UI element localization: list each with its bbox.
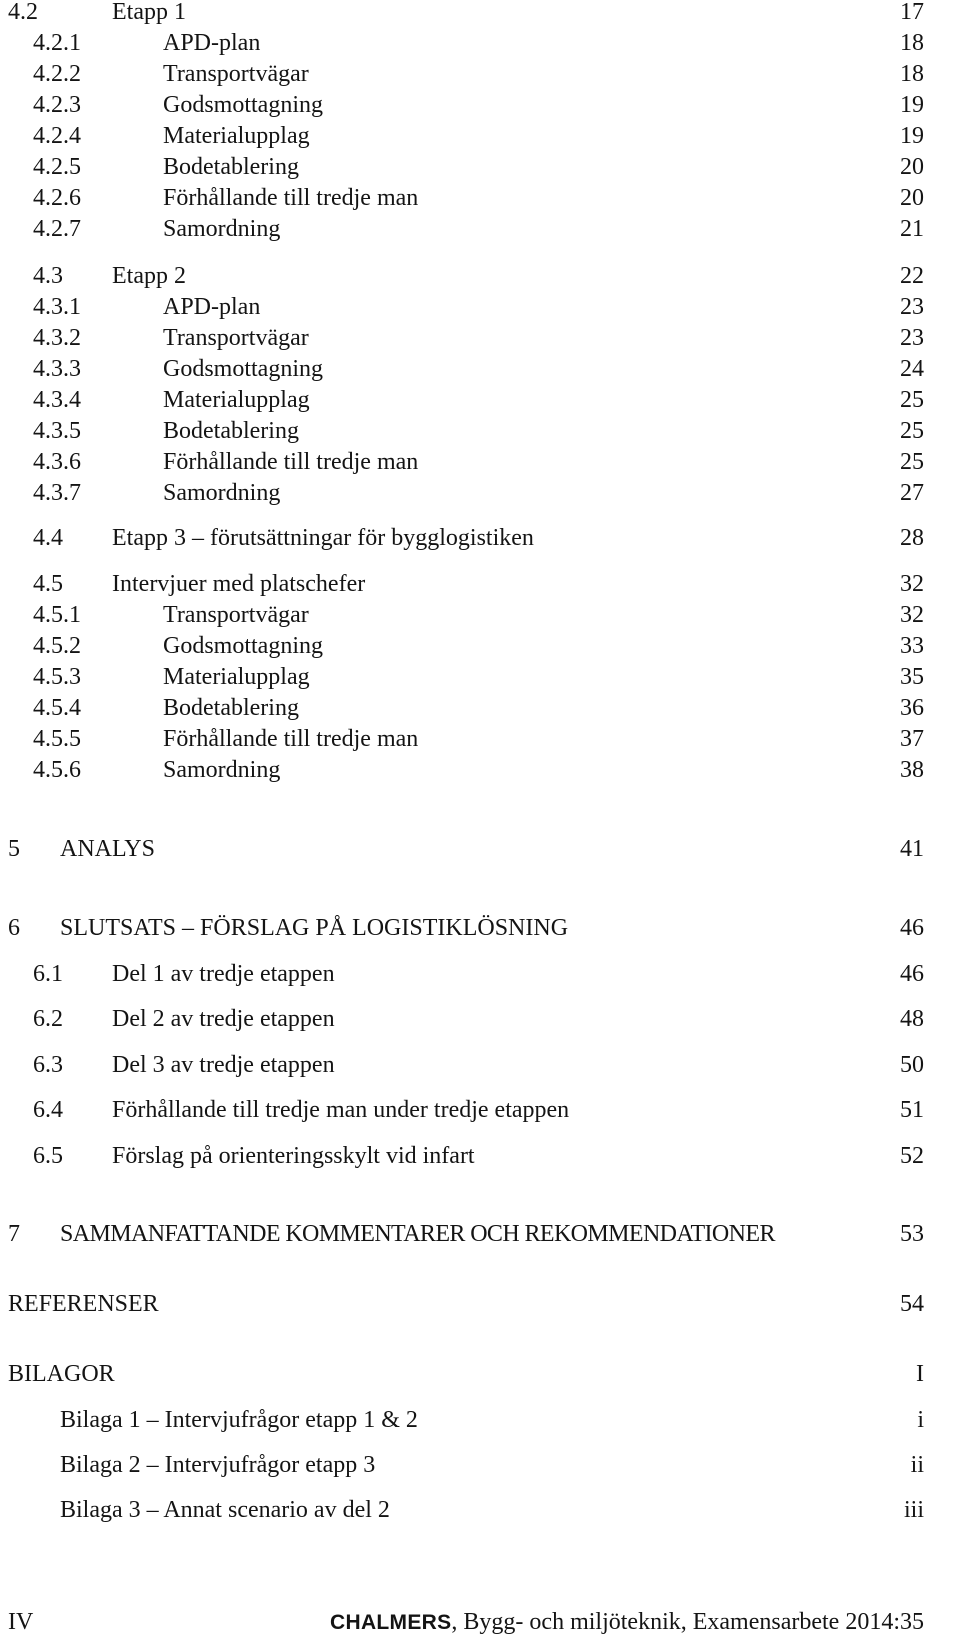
toc-entry-page: 50 [900,1052,924,1078]
toc-entry-number: 4.2.2 [33,61,81,87]
toc-entry-number: 6 [8,915,20,941]
toc-entry-title: Förhållande till tredje man [163,726,419,752]
toc-entry-title: Bodetablering [163,418,299,444]
toc-entry-page: 36 [900,695,924,721]
toc-entry-page: 33 [900,633,924,659]
toc-entry-number: 4.3.1 [33,294,81,320]
toc-entry-title: Godsmottagning [163,92,323,118]
toc-entry-number: 7 [8,1221,20,1247]
toc-entry-page: ii [910,1452,924,1478]
toc-entry-number: 4.2.4 [33,123,81,149]
toc-entry-number: 4.5.2 [33,633,81,659]
toc-entry-page: 52 [900,1143,924,1169]
toc-entry-title: Transportvägar [163,61,309,87]
toc-entry-page: 20 [900,154,924,180]
toc-entry-page: 51 [900,1097,924,1123]
toc-entry-page: 46 [900,961,924,987]
toc-entry[interactable] [0,754,960,786]
toc-entry-title: Förslag på orienteringsskylt vid infart [112,1143,475,1169]
toc-entry-title: Materialupplag [163,664,310,690]
toc-entry[interactable] [0,260,960,292]
toc-entry-page: 23 [900,294,924,320]
toc-entry[interactable] [0,446,960,478]
toc-entry[interactable] [0,958,960,990]
toc-entry-title: BILAGOR [8,1361,115,1387]
toc-entry-page: 32 [900,571,924,597]
toc-entry-title: REFERENSER [8,1291,159,1317]
toc-entry[interactable] [0,568,960,600]
toc-entry-title: Del 2 av tredje etappen [112,1006,335,1032]
toc-entry-page: 23 [900,325,924,351]
toc-entry-number: 4.3.7 [33,480,81,506]
toc-entry-title: Bodetablering [163,154,299,180]
toc-entry-page: 17 [900,0,924,25]
toc-entry-number: 4.2.3 [33,92,81,118]
toc-entry-title: Materialupplag [163,123,310,149]
toc-entry-title: Intervjuer med platschefer [112,571,366,597]
toc-entry[interactable] [0,27,960,59]
toc-entry-title: Samordning [163,216,281,242]
toc-entry[interactable] [0,322,960,354]
toc-entry-page: 25 [900,449,924,475]
toc-entry-page: 22 [900,263,924,289]
toc-entry-number: 4.5.1 [33,602,81,628]
toc-entry-page: 18 [900,30,924,56]
toc-entry-number: 4.3 [33,263,63,289]
toc-entry[interactable] [0,1404,960,1436]
toc-entry-title: Etapp 1 [112,0,186,25]
toc-entry-title: Förhållande till tredje man under tredje etappen [112,1097,570,1123]
toc-entry-number: 6.5 [33,1143,63,1169]
toc-entry[interactable] [0,120,960,152]
toc-entry-title: Transportvägar [163,602,309,628]
toc-entry[interactable] [0,833,960,865]
toc-entry[interactable] [0,1003,960,1035]
toc-entry-number: 6.1 [33,961,63,987]
toc-entry-number: 4.3.3 [33,356,81,382]
toc-entry-number: 4.2.6 [33,185,81,211]
toc-entry[interactable] [0,353,960,385]
toc-entry-number: 4.5.6 [33,757,81,783]
toc-entry-title: Bilaga 1 – Intervjufrågor etapp 1 & 2 [60,1407,418,1433]
toc-entry-page: 46 [900,915,924,941]
toc-entry-title: Bilaga 2 – Intervjufrågor etapp 3 [60,1452,376,1478]
toc-entry-number: 4.4 [33,525,63,551]
toc-entry-page: i [917,1407,924,1433]
toc-entry-number: 4.2.7 [33,216,81,242]
footer-brand: CHALMERS [330,1611,452,1634]
toc-entry-page: 53 [900,1221,924,1247]
toc-entry[interactable] [0,522,960,554]
toc-entry-title: Del 1 av tredje etappen [112,961,335,987]
toc-entry-page: 20 [900,185,924,211]
toc-entry-page: iii [903,1497,924,1523]
toc-entry-page: 21 [900,216,924,242]
toc-entry-number: 4.3.6 [33,449,81,475]
toc-entry-page: 18 [900,61,924,87]
toc-entry[interactable] [0,1494,960,1526]
toc-entry-page: I [916,1361,924,1387]
toc-entry[interactable] [0,1049,960,1081]
toc-entry-title: ANALYS [60,836,155,862]
toc-entry-number: 4.2.5 [33,154,81,180]
toc-entry[interactable] [0,415,960,447]
toc-entry-page: 35 [900,664,924,690]
toc-entry-page: 54 [900,1291,924,1317]
toc-entry-title: APD-plan [163,294,261,320]
toc-entry-page: 25 [900,418,924,444]
toc-entry-title: Samordning [163,757,281,783]
toc-entry[interactable] [0,89,960,121]
toc-entry-title: Förhållande till tredje man [163,449,419,475]
toc-entry-number: 4.5 [33,571,63,597]
toc-entry-page: 19 [900,123,924,149]
page-footer [0,1606,960,1638]
toc-entry-title: Godsmottagning [163,356,323,382]
toc-entry[interactable] [0,1288,960,1320]
toc-entry[interactable] [0,599,960,631]
footer-page-number: IV [8,1609,34,1635]
toc-entry-number: 4.3.5 [33,418,81,444]
toc-entry[interactable] [0,723,960,755]
toc-entry[interactable] [0,291,960,323]
toc-entry-number: 6.2 [33,1006,63,1032]
toc-entry-page: 19 [900,92,924,118]
toc-entry-page: 27 [900,480,924,506]
toc-entry[interactable] [0,151,960,183]
toc-entry-page: 37 [900,726,924,752]
toc-entry-page: 32 [900,602,924,628]
toc-entry[interactable] [0,1449,960,1481]
toc-entry[interactable] [0,477,960,509]
toc-entry-title: Godsmottagning [163,633,323,659]
toc-entry-number: 5 [8,836,20,862]
toc-entry-number: 4.5.3 [33,664,81,690]
toc-entry[interactable] [0,213,960,245]
toc-entry[interactable] [0,661,960,693]
toc-entry-number: 4.3.4 [33,387,81,413]
toc-entry-title: SAMMANFATTANDE KOMMENTARER OCH REKOMMENDATIONER [60,1221,775,1247]
toc-entry[interactable] [0,58,960,90]
toc-entry-page: 38 [900,757,924,783]
toc-entry-title: APD-plan [163,30,261,56]
toc-entry-title: Transportvägar [163,325,309,351]
toc-entry[interactable] [0,1218,960,1250]
footer-source [330,1606,924,1639]
toc-entry-title: Förhållande till tredje man [163,185,419,211]
toc-entry-title: Samordning [163,480,281,506]
toc-entry-title: Etapp 3 – förutsättningar för bygglogistiken [112,525,534,551]
toc-entry[interactable] [0,1140,960,1172]
toc-entry-page: 48 [900,1006,924,1032]
toc-entry-title: Etapp 2 [112,263,186,289]
toc-entry-number: 6.3 [33,1052,63,1078]
toc-entry-title: Del 3 av tredje etappen [112,1052,335,1078]
toc-entry-title: Bodetablering [163,695,299,721]
toc-entry[interactable] [0,912,960,944]
toc-entry-page: 28 [900,525,924,551]
toc-entry-title: Bilaga 3 – Annat scenario av del 2 [60,1497,390,1523]
toc-entry-page: 41 [900,836,924,862]
toc-entry-number: 4.2 [8,0,38,25]
toc-entry-page: 25 [900,387,924,413]
toc-entry[interactable] [0,182,960,214]
toc-entry-title: SLUTSATS – FÖRSLAG PÅ LOGISTIKLÖSNING [60,915,569,941]
toc-entry[interactable] [0,1094,960,1126]
footer-text: , Bygg- och miljöteknik, Examensarbete 2014:35 [451,1609,924,1635]
toc-entry-number: 4.2.1 [33,30,81,56]
toc-entry-number: 4.5.4 [33,695,81,721]
toc-entry[interactable] [0,384,960,416]
toc-entry[interactable] [0,692,960,724]
toc-entry-title: Materialupplag [163,387,310,413]
toc-entry-page: 24 [900,356,924,382]
toc-entry[interactable] [0,0,960,28]
toc-entry-number: 4.5.5 [33,726,81,752]
toc-entry-number: 6.4 [33,1097,63,1123]
toc-entry-number: 4.3.2 [33,325,81,351]
toc-entry[interactable] [0,1358,960,1390]
toc-entry[interactable] [0,630,960,662]
